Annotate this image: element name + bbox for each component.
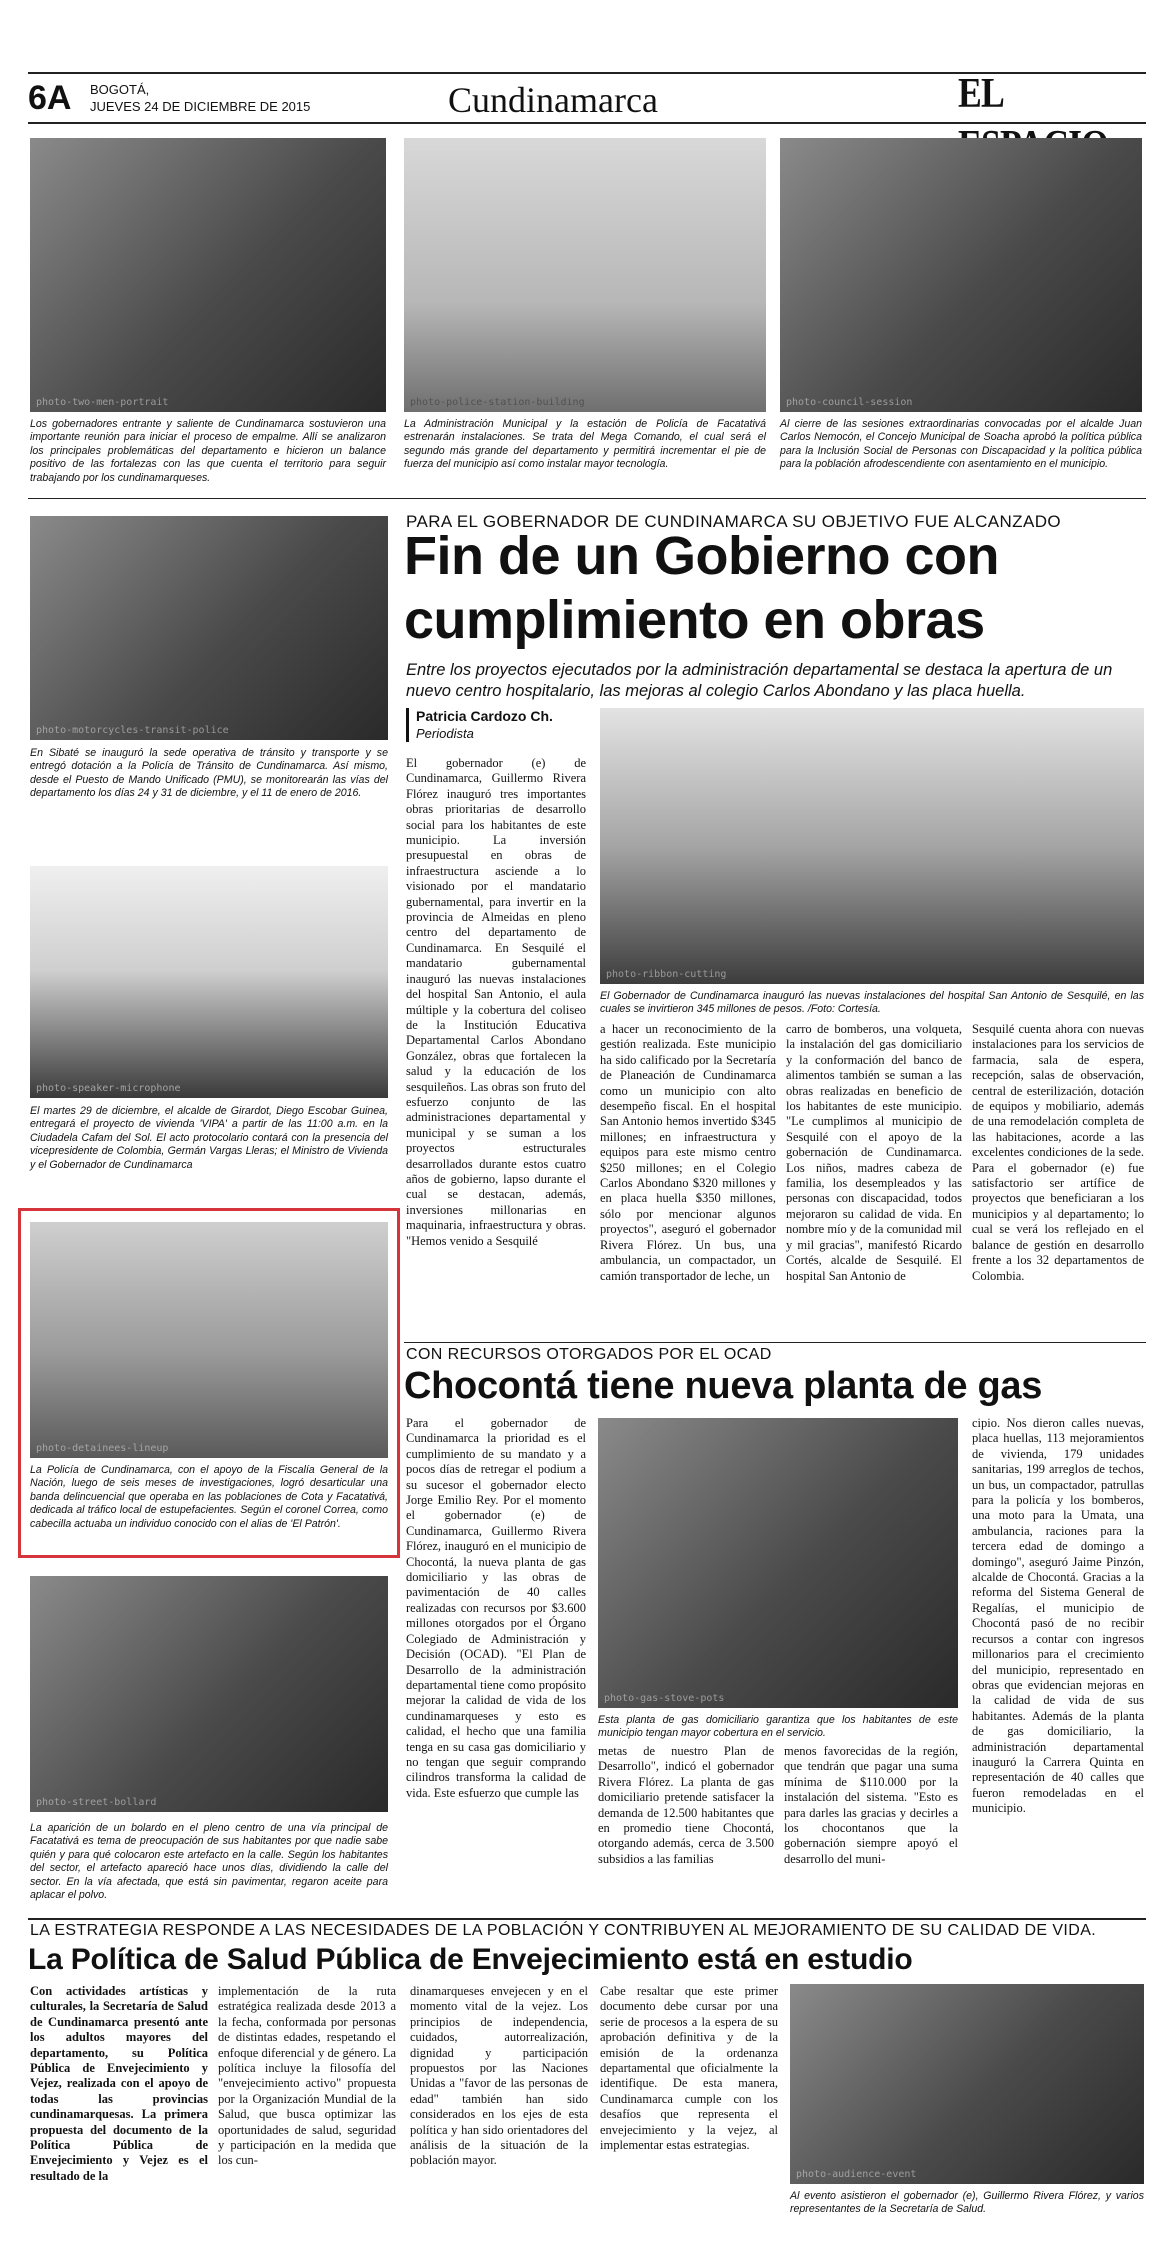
- gas-kicker: CON RECURSOS OTORGADOS POR EL OCAD: [406, 1346, 772, 1363]
- photo-police-station-building-icon: photo-police-station-building: [410, 397, 585, 408]
- main-headline-line2: cumplimiento en obras: [404, 590, 985, 650]
- side-photo-transit: [30, 516, 388, 740]
- photo-street-bollard-icon: photo-street-bollard: [36, 1797, 157, 1808]
- main-author: Patricia Cardozo Ch.: [416, 708, 553, 724]
- health-col-4: Cabe resaltar que este primer documento debe cursar por una serie de procesos a la espera de su aprobación definitiva y de la emisión de la ordenanza departamental que oficialmente la identifique. De esta manera, Cundinamarca cumple con los desafíos que representa el envejecimiento y la vejez, al implementar estas estrategias.: [600, 1984, 778, 2153]
- gas-photo-stove: [598, 1418, 958, 1708]
- side-caption-transit: En Sibaté se inauguró la sede operativa de tránsito y transporte y se entregó dotación a la Policía de Tránsito de Cundinamarca. Así mismo, desde el Puesto de Mando Unificado (PMU), se monitorearán las vías del departamento los días 24 y 31 de diciembre, y el 11 de enero de 2016.: [30, 747, 388, 800]
- photo-ribbon-cutting-icon: photo-ribbon-cutting: [606, 969, 727, 980]
- main-photo-caption: El Gobernador de Cundinamarca inauguró las nuevas instalaciones del hospital San Antonio de Sesquilé, en las cuales se invirtieron 345 millones de pesos. /Foto: Cortesía.: [600, 990, 1144, 1016]
- photo-two-men-portrait-icon: photo-two-men-portrait: [36, 397, 169, 408]
- photo-audience-event-icon: photo-audience-event: [796, 2169, 917, 2180]
- photo-detainees-lineup-icon: photo-detainees-lineup: [36, 1443, 169, 1454]
- side-photo-bollard: [30, 1576, 388, 1812]
- health-kicker: LA ESTRATEGIA RESPONDE A LAS NECESIDADES DE LA POBLACIÓN Y CONTRIBUYEN AL MEJORAMIENTO DE SU CALIDAD DE VIDA.: [30, 1922, 1097, 1939]
- gas-col-2: metas de nuestro Plan de Desarrollo", indicó el gobernador Rivera Flórez. La planta de gas domiciliario pretende satisfacer la demanda de 12.500 habitantes que en promedio tiene Chocontá, otorgando además, cerca de 3.500 subsidios a las familias: [598, 1744, 774, 1866]
- gas-col-4: cipio. Nos dieron calles nuevas, placa huellas, 113 mejoramientos de vivienda, 179 unidades sanitarias, 199 arreglos de techos, un bus, un compactador, patrullas para la policía y los bomberos, una moto para la Umata, una ambulancia, raciones para la tercera edad de domingo a domingo", aseguró Jaime Pinzón, alcalde de Chocontá. Gracias a la reforma del Sistema General de Regalías, el municipio de Chocontá pasó de no recibir recursos a contar con ingresos millonarios para el crecimiento del municipio, representado en obras que evidencian mejoras en la calidad de vida de sus habitantes. Además de la planta de gas domiciliario, la administración departamental inauguró la Carrera Quinta en representación de 40 calles que fueron remodeladas en el municipio.: [972, 1416, 1144, 1816]
- photo-council-session-icon: photo-council-session: [786, 397, 913, 408]
- side-caption-speaker: El martes 29 de diciembre, el alcalde de Girardot, Diego Escobar Guinea, entregará el proyecto de vivienda 'VIPA' a partir de las 11:00 a.m. en la Ciudadela Cafam del Sol. El acto protocolario contará con la presencia del vicepresidente de Colombia, Germán Vargas Lleras; el Ministro de Vivienda y el Gobernador de Cundinamarca: [30, 1105, 388, 1171]
- health-col-2: implementación de la ruta estratégica realizada desde 2013 a la fecha, conformada por personas de distintas edades, respetando el enfoque diferencial y de género. La política incluye la filosofía del "envejecimiento activo" propuesta por la Organización Mundial de la Salud, que busca optimizar las oportunidades de salud, seguridad y participación en la medida que los cun-: [218, 1984, 396, 2168]
- side-caption-bollard: La aparición de un bolardo en el pleno centro de una vía principal de Facatativá es tema de preocupación de sus habitantes por que nadie sabe quién y para qué colocaron este artefacto en la calle. Según los habitantes del sector, el artefacto apareció hace unos días, dividiendo la calle del sector. En la vía afectada, que está sin pavimentar, regaron aceite para aplacar el polvo.: [30, 1822, 388, 1902]
- gas-headline: Chocontá tiene nueva planta de gas: [404, 1365, 1043, 1407]
- newspaper-brand: EL: [958, 71, 1002, 117]
- photo-motorcycles-transit-police-icon: photo-motorcycles-transit-police: [36, 725, 229, 736]
- side-caption-detainees: La Policía de Cundinamarca, con el apoyo de la Fiscalía General de la Nación, luego de seis meses de investigaciones, logró desarticular una banda delincuencial que operaba en las poblaciones de Cota y Facatativá, dedicada al tráfico local de estupefacientes. Según el coronel Correa, como cabecilla actuaba un individuo conocido con el alias de 'El Patrón'.: [30, 1464, 388, 1530]
- top-photo-council: [780, 138, 1142, 412]
- health-photo-caption: Al evento asistieron el gobernador (e), Guillermo Rivera Flórez, y varios representantes de la Secretaría de Salud.: [790, 2190, 1144, 2216]
- dateline-city: BOGOTÁ,: [90, 82, 150, 97]
- health-photo-audience: [790, 1984, 1144, 2184]
- top-caption-governors: Los gobernadores entrante y saliente de Cundinamarca sostuvieron una importante reunión para iniciar el proceso de empalme. Allí se analizaron los principales problemáticas del departamento e hicieron un balance positivo de las fortalezas con las que cuenta el territorio para seguir trabajando por los cundinamarqueses.: [30, 418, 386, 484]
- main-author-role: Periodista: [416, 726, 474, 741]
- dateline-date: JUEVES 24 DE DICIEMBRE DE 2015: [90, 99, 311, 114]
- main-photo-ribbon: [600, 708, 1144, 984]
- main-col-1: El gobernador (e) de Cundinamarca, Guillermo Rivera Flórez inauguró tres importantes obras prioritarias de desarrollo social para los habitantes de este municipio. La inversión presupuestal en obras de infraestructura asciende a lo visionado por el mandatario gubernamental, para invertir en la provincia de Almeidas en pleno centro del departamento de Cundinamarca. En Sesquilé el mandatario gubernamental inauguró las nuevas instalaciones del hospital San Antonio, el aula múltiple y la cobertura del coliseo de la Institución Educativa Departamental Carlos Abondano González, obras que fortalecen la salud y la educación de los sesquileños. Las obras son fruto del esfuerzo conjunto de las administraciones departamental y municipal y se suman a los proyectos estructurales desarrollados durante estos cuatro años de gobierno, lapso durante el cual se destacan, además, inversiones millonarias en maquinaria, infraestructura y obras. "Hemos venido a Sesquilé: [406, 756, 586, 1248]
- side-photo-speaker: [30, 866, 388, 1098]
- health-col-3: dinamarqueses envejecen y en el momento vital de la vejez. Los principios de independencia, cuidados, autorrealización, dignidad y participación propuestos por las Naciones Unidas a "favor de las personas de edad" también han sido considerados en los ejes de esta política y han sido orientadores del análisis de la situación de la población mayor.: [410, 1984, 588, 2168]
- section-title: Cundinamarca: [448, 80, 658, 120]
- main-col-3: carro de bomberos, una volqueta, la instalación del gas domiciliario y la conformación del banco de alimentos también se suman a las obras realizadas en beneficio de los habitantes de este municipio. "Le cumplimos al municipio de Sesquilé con el apoyo de la gobernación de Cundinamarca. Los niños, madres cabeza de familia, los desempleados y las personas con discapacidad, todos mejoraron su calidad de vida. En nombre mío y de la comunidad mil y mil gracias", manifestó Ricardo Cortés, alcalde de Sesquilé. El hospital San Antonio de: [786, 1022, 962, 1283]
- photo-speaker-microphone-icon: photo-speaker-microphone: [36, 1083, 181, 1094]
- gas-col-1: Para el gobernador de Cundinamarca la prioridad es el cumplimiento de su mandato y a pocos días de retregar el podium a su sucesor el gobernador electo Jorge Emilio Rey. Por el momento el gobernador (e) de Cundinamarca, Guillermo Rivera Flórez, inauguró en el municipio de Chocontá, la nueva planta de gas domiciliario y las obras de pavimentación de 40 calles realizadas con recursos por $3.600 millones otorgados por el Órgano Colegiado de Administración y Decisión (OCAD). "El Plan de Desarrollo de la administración departamental tiene como propósito mejorar la calidad de vida de los cundinamarqueses y esto es calidad, el hecho que una familia tenga en su casa gas domiciliario y no tengan que seguir comprando cilindros transforma la calidad de vida. Este esfuerzo que cumple las: [406, 1416, 586, 1800]
- gas-photo-caption: Esta planta de gas domiciliario garantiza que los habitantes de este municipio tengan mayor cobertura en el servicio.: [598, 1714, 958, 1740]
- main-lead: Entre los proyectos ejecutados por la administración departamental se destaca la apertura de un nuevo centro hospitalario, las mejoras al colegio Carlos Abondano y las placa huella.: [406, 661, 1113, 700]
- health-headline: La Política de Salud Pública de Envejecimiento está en estudio: [28, 1943, 913, 1976]
- top-photo-police-station: [404, 138, 766, 412]
- main-kicker: PARA EL GOBERNADOR DE CUNDINAMARCA SU OBJETIVO FUE ALCANZADO: [406, 512, 1062, 531]
- side-photo-detainees: [30, 1222, 388, 1458]
- photo-gas-stove-pots-icon: photo-gas-stove-pots: [604, 1693, 725, 1704]
- top-caption-police-station: La Administración Municipal y la estación de Policía de Facatativá estrenarán instalaciones. Se trata del Mega Comando, el cual será el segundo más grande del departamento y permitirá incrementar el pie de fuerza del municipio así como instalar mayor tecnología.: [404, 418, 766, 471]
- top-caption-council: Al cierre de las sesiones extraordinarias convocadas por el alcalde Juan Carlos Nemocón, el Concejo Municipal de Soacha aprobó la política pública para la Inclusión Social de Personas con Discapacidad y la política pública para la población afrodescendiente con asentamiento en el municipio.: [780, 418, 1142, 471]
- main-col-2: a hacer un reconocimiento de la gestión realizada. Este municipio ha sido calificado por la Secretaría de Planeación de Cundinamarca como un municipio con alto desempeño fiscal. En el hospital San Antonio hemos invertido $345 millones; en infraestructura y equipos para este mismo centro $250 millones; en el Colegio Carlos Abondano $320 millones y en placa huella $350 millones, sólo por mencionar algunos proyectos", aseguró el gobernador Rivera Flórez. Un bus, una ambulancia, un compactador, un camión transportador de leche, un: [600, 1022, 776, 1283]
- top-photo-governors: [30, 138, 386, 412]
- main-col-4: Sesquilé cuenta ahora con nuevas instalaciones para los servicios de farmacia, sala de espera, recepción, salas de observación, central de esterilización, dotación de equipos y mobiliario, además de una remodelación completa de las habitaciones, acorde a las excelentes condiciones de la sede. Para el gobernador (e) fue satisfactorio ser artífice de proyectos que beneficiaran a los municipios y al departamento; lo cual se verá los reflejado en el balance de gestión en desarrollo frente a los 32 departamentos de Colombia.: [972, 1022, 1144, 1283]
- page-number: 6A: [28, 79, 72, 117]
- main-headline-line1: Fin de un Gobierno con: [404, 526, 999, 586]
- gas-col-3: menos favorecidas de la región, que tendrán que pagar una suma mínima de $110.000 por la instalación del sistema. "Esto es para darles las gracias y decirles a los chocontanos que la gobernación siempre apoyó el desarrollo del muni-: [784, 1744, 958, 1866]
- health-col-1: Con actividades artísticas y culturales, la Secretaría de Salud de Cundinamarca presentó ante los adultos mayores del departamento, su Política Pública de Envejecimiento y Vejez, realizada con el apoyo de todas las provincias cundinamarquesas. La primera propuesta del documento de la Política Pública de Envejecimiento y Vejez es el resultado de la: [30, 1984, 208, 2183]
